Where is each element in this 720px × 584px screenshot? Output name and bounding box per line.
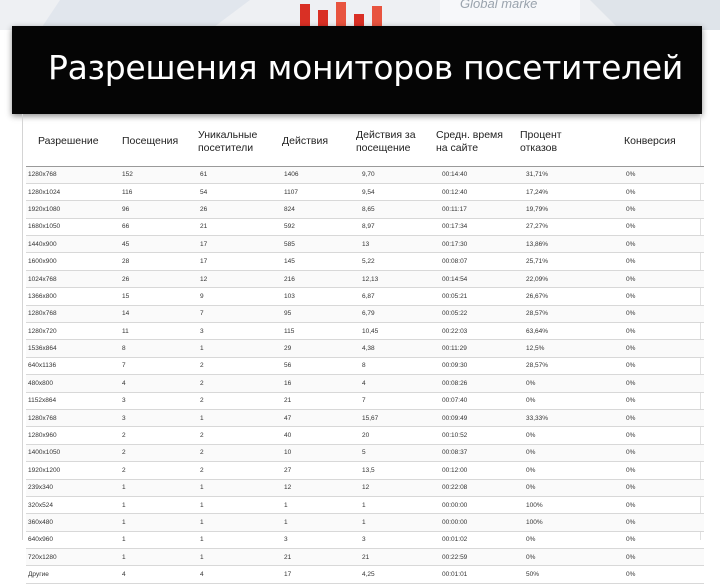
table-row bbox=[26, 305, 704, 322]
conversion-cell: 0% bbox=[594, 375, 704, 392]
table-row bbox=[26, 270, 704, 287]
actions-cell: 3 bbox=[266, 531, 344, 548]
actions-per-visit-cell: 8,65 bbox=[344, 201, 424, 218]
unique-visitors-cell: 2 bbox=[182, 375, 266, 392]
conversion-cell: 0% bbox=[594, 531, 704, 548]
conversion-cell: 0% bbox=[594, 409, 704, 426]
bounce-rate-cell: 0% bbox=[508, 462, 594, 479]
actions-cell: 1406 bbox=[266, 166, 344, 183]
actions-cell: 95 bbox=[266, 305, 344, 322]
table-row bbox=[26, 357, 704, 374]
table-row bbox=[26, 514, 704, 531]
unique-visitors-cell: 9 bbox=[182, 288, 266, 305]
avg-time-cell: 00:05:21 bbox=[424, 288, 508, 305]
visits-cell: 96 bbox=[104, 201, 182, 218]
actions-per-visit-cell: 12 bbox=[344, 479, 424, 496]
unique-visitors-cell: 17 bbox=[182, 253, 266, 270]
visits-cell: 2 bbox=[104, 427, 182, 444]
divider bbox=[22, 114, 23, 540]
bounce-rate-cell: 50% bbox=[508, 566, 594, 583]
actions-per-visit-cell: 15,67 bbox=[344, 409, 424, 426]
conversion-cell: 0% bbox=[594, 566, 704, 583]
avg-time-cell: 00:07:40 bbox=[424, 392, 508, 409]
bounce-rate-cell: 13,86% bbox=[508, 236, 594, 253]
conversion-cell: 0% bbox=[594, 357, 704, 374]
bounce-rate-cell: 33,33% bbox=[508, 409, 594, 426]
table-row bbox=[26, 375, 704, 392]
avg-time-cell: 00:22:08 bbox=[424, 479, 508, 496]
conversion-cell: 0% bbox=[594, 305, 704, 322]
visits-cell: 1 bbox=[104, 549, 182, 566]
conversion-cell: 0% bbox=[594, 496, 704, 513]
actions-cell: 1 bbox=[266, 514, 344, 531]
conversion-cell: 0% bbox=[594, 166, 704, 183]
visits-cell: 1 bbox=[104, 496, 182, 513]
table-row bbox=[26, 566, 704, 583]
bounce-rate-cell: 0% bbox=[508, 375, 594, 392]
unique-visitors-cell: 21 bbox=[182, 218, 266, 235]
visits-cell: 11 bbox=[104, 323, 182, 340]
avg-time-cell: 00:17:34 bbox=[424, 218, 508, 235]
column-header-avg-time: Средн. время на сайте bbox=[424, 118, 508, 166]
actions-cell: 145 bbox=[266, 253, 344, 270]
actions-cell: 17 bbox=[266, 566, 344, 583]
resolution-cell: 1920x1080 bbox=[26, 201, 104, 218]
table-body bbox=[26, 166, 704, 583]
actions-per-visit-cell: 1 bbox=[344, 496, 424, 513]
conversion-cell: 0% bbox=[594, 340, 704, 357]
visits-cell: 1 bbox=[104, 479, 182, 496]
avg-time-cell: 00:01:01 bbox=[424, 566, 508, 583]
avg-time-cell: 00:08:07 bbox=[424, 253, 508, 270]
unique-visitors-cell: 3 bbox=[182, 323, 266, 340]
column-header-actions-per-visit: Действия за посещение bbox=[344, 118, 424, 166]
actions-cell: 1 bbox=[266, 496, 344, 513]
table-row bbox=[26, 236, 704, 253]
conversion-cell: 0% bbox=[594, 392, 704, 409]
watermark-text: Global marke bbox=[460, 0, 538, 11]
conversion-cell: 0% bbox=[594, 462, 704, 479]
table-row bbox=[26, 496, 704, 513]
actions-per-visit-cell: 6,87 bbox=[344, 288, 424, 305]
bounce-rate-cell: 0% bbox=[508, 549, 594, 566]
visits-cell: 1 bbox=[104, 514, 182, 531]
conversion-cell: 0% bbox=[594, 270, 704, 287]
avg-time-cell: 00:14:54 bbox=[424, 270, 508, 287]
table-header bbox=[26, 118, 704, 166]
conversion-cell: 0% bbox=[594, 427, 704, 444]
resolution-cell: 320x524 bbox=[26, 496, 104, 513]
bounce-rate-cell: 31,71% bbox=[508, 166, 594, 183]
resolution-cell: 1366x800 bbox=[26, 288, 104, 305]
actions-per-visit-cell: 8 bbox=[344, 357, 424, 374]
column-header-visits: Посещения bbox=[104, 118, 182, 166]
actions-cell: 29 bbox=[266, 340, 344, 357]
unique-visitors-cell: 12 bbox=[182, 270, 266, 287]
bounce-rate-cell: 19,79% bbox=[508, 201, 594, 218]
actions-per-visit-cell: 3 bbox=[344, 531, 424, 548]
bounce-rate-cell: 0% bbox=[508, 531, 594, 548]
actions-cell: 12 bbox=[266, 479, 344, 496]
actions-cell: 10 bbox=[266, 444, 344, 461]
actions-cell: 56 bbox=[266, 357, 344, 374]
actions-per-visit-cell: 13,5 bbox=[344, 462, 424, 479]
actions-per-visit-cell: 1 bbox=[344, 514, 424, 531]
visits-cell: 14 bbox=[104, 305, 182, 322]
table-row bbox=[26, 444, 704, 461]
visits-cell: 66 bbox=[104, 218, 182, 235]
avg-time-cell: 00:17:30 bbox=[424, 236, 508, 253]
unique-visitors-cell: 1 bbox=[182, 514, 266, 531]
visits-cell: 8 bbox=[104, 340, 182, 357]
table-row bbox=[26, 462, 704, 479]
conversion-cell: 0% bbox=[594, 323, 704, 340]
actions-per-visit-cell: 5,22 bbox=[344, 253, 424, 270]
actions-cell: 592 bbox=[266, 218, 344, 235]
unique-visitors-cell: 1 bbox=[182, 496, 266, 513]
actions-cell: 103 bbox=[266, 288, 344, 305]
conversion-cell: 0% bbox=[594, 183, 704, 200]
actions-per-visit-cell: 20 bbox=[344, 427, 424, 444]
unique-visitors-cell: 7 bbox=[182, 305, 266, 322]
resolution-cell: 1280x768 bbox=[26, 166, 104, 183]
table-row bbox=[26, 201, 704, 218]
avg-time-cell: 00:14:40 bbox=[424, 166, 508, 183]
actions-per-visit-cell: 9,70 bbox=[344, 166, 424, 183]
resolution-cell: Другие bbox=[26, 566, 104, 583]
actions-per-visit-cell: 8,97 bbox=[344, 218, 424, 235]
table-row bbox=[26, 166, 704, 183]
actions-cell: 47 bbox=[266, 409, 344, 426]
resolution-cell: 1280x768 bbox=[26, 409, 104, 426]
actions-per-visit-cell: 21 bbox=[344, 549, 424, 566]
unique-visitors-cell: 2 bbox=[182, 357, 266, 374]
resolution-cell: 1680x1050 bbox=[26, 218, 104, 235]
actions-per-visit-cell: 7 bbox=[344, 392, 424, 409]
visits-cell: 26 bbox=[104, 270, 182, 287]
bounce-rate-cell: 0% bbox=[508, 392, 594, 409]
visits-cell: 45 bbox=[104, 236, 182, 253]
conversion-cell: 0% bbox=[594, 444, 704, 461]
avg-time-cell: 00:00:00 bbox=[424, 514, 508, 531]
avg-time-cell: 00:22:59 bbox=[424, 549, 508, 566]
actions-per-visit-cell: 4,25 bbox=[344, 566, 424, 583]
bounce-rate-cell: 0% bbox=[508, 427, 594, 444]
table-row bbox=[26, 479, 704, 496]
column-header-unique-visitors: Уникальные посетители bbox=[182, 118, 266, 166]
conversion-cell: 0% bbox=[594, 549, 704, 566]
actions-cell: 115 bbox=[266, 323, 344, 340]
visitor-resolution-table bbox=[26, 118, 704, 584]
resolution-cell: 1536x864 bbox=[26, 340, 104, 357]
avg-time-cell: 00:05:22 bbox=[424, 305, 508, 322]
visits-cell: 1 bbox=[104, 531, 182, 548]
table-row bbox=[26, 288, 704, 305]
unique-visitors-cell: 2 bbox=[182, 427, 266, 444]
visits-cell: 4 bbox=[104, 375, 182, 392]
actions-cell: 216 bbox=[266, 270, 344, 287]
actions-per-visit-cell: 6,79 bbox=[344, 305, 424, 322]
table-row bbox=[26, 549, 704, 566]
actions-cell: 21 bbox=[266, 392, 344, 409]
actions-cell: 824 bbox=[266, 201, 344, 218]
visits-cell: 3 bbox=[104, 392, 182, 409]
unique-visitors-cell: 1 bbox=[182, 409, 266, 426]
column-header-bounce-rate: Процент отказов bbox=[508, 118, 594, 166]
table-row bbox=[26, 340, 704, 357]
avg-time-cell: 00:10:52 bbox=[424, 427, 508, 444]
visits-cell: 15 bbox=[104, 288, 182, 305]
conversion-cell: 0% bbox=[594, 253, 704, 270]
resolution-cell: 640x1136 bbox=[26, 357, 104, 374]
actions-per-visit-cell: 9,54 bbox=[344, 183, 424, 200]
bounce-rate-cell: 22,09% bbox=[508, 270, 594, 287]
actions-cell: 16 bbox=[266, 375, 344, 392]
bounce-rate-cell: 0% bbox=[508, 444, 594, 461]
unique-visitors-cell: 1 bbox=[182, 531, 266, 548]
bounce-rate-cell: 100% bbox=[508, 496, 594, 513]
table-row bbox=[26, 392, 704, 409]
conversion-cell: 0% bbox=[594, 514, 704, 531]
resolution-cell: 1920x1200 bbox=[26, 462, 104, 479]
actions-cell: 1107 bbox=[266, 183, 344, 200]
bounce-rate-cell: 0% bbox=[508, 479, 594, 496]
table-row bbox=[26, 253, 704, 270]
bounce-rate-cell: 17,24% bbox=[508, 183, 594, 200]
bounce-rate-cell: 28,57% bbox=[508, 305, 594, 322]
unique-visitors-cell: 1 bbox=[182, 479, 266, 496]
resolution-cell: 1600x900 bbox=[26, 253, 104, 270]
resolution-cell: 1280x720 bbox=[26, 323, 104, 340]
page-title: Разрешения мониторов посетителей bbox=[48, 48, 684, 87]
visits-cell: 28 bbox=[104, 253, 182, 270]
resolution-cell: 640x960 bbox=[26, 531, 104, 548]
actions-cell: 585 bbox=[266, 236, 344, 253]
unique-visitors-cell: 4 bbox=[182, 566, 266, 583]
actions-per-visit-cell: 5 bbox=[344, 444, 424, 461]
visits-cell: 4 bbox=[104, 566, 182, 583]
actions-cell: 27 bbox=[266, 462, 344, 479]
bounce-rate-cell: 100% bbox=[508, 514, 594, 531]
unique-visitors-cell: 2 bbox=[182, 444, 266, 461]
bounce-rate-cell: 12,5% bbox=[508, 340, 594, 357]
unique-visitors-cell: 17 bbox=[182, 236, 266, 253]
actions-cell: 21 bbox=[266, 549, 344, 566]
conversion-cell: 0% bbox=[594, 288, 704, 305]
avg-time-cell: 00:11:29 bbox=[424, 340, 508, 357]
avg-time-cell: 00:01:02 bbox=[424, 531, 508, 548]
unique-visitors-cell: 2 bbox=[182, 462, 266, 479]
column-header-actions: Действия bbox=[266, 118, 344, 166]
visits-cell: 2 bbox=[104, 444, 182, 461]
resolution-cell: 480x800 bbox=[26, 375, 104, 392]
unique-visitors-cell: 26 bbox=[182, 201, 266, 218]
actions-per-visit-cell: 12,13 bbox=[344, 270, 424, 287]
table-row bbox=[26, 531, 704, 548]
actions-per-visit-cell: 10,45 bbox=[344, 323, 424, 340]
unique-visitors-cell: 2 bbox=[182, 392, 266, 409]
column-header-conversion: Конверсия bbox=[594, 118, 704, 166]
avg-time-cell: 00:00:00 bbox=[424, 496, 508, 513]
resolution-cell: 1400x1050 bbox=[26, 444, 104, 461]
actions-cell: 40 bbox=[266, 427, 344, 444]
visits-cell: 152 bbox=[104, 166, 182, 183]
avg-time-cell: 00:22:03 bbox=[424, 323, 508, 340]
bounce-rate-cell: 63,64% bbox=[508, 323, 594, 340]
resolution-cell: 1152x864 bbox=[26, 392, 104, 409]
visits-cell: 7 bbox=[104, 357, 182, 374]
actions-per-visit-cell: 4 bbox=[344, 375, 424, 392]
resolution-cell: 1024x768 bbox=[26, 270, 104, 287]
resolution-cell: 1280x768 bbox=[26, 305, 104, 322]
table-row bbox=[26, 183, 704, 200]
table-row bbox=[26, 218, 704, 235]
avg-time-cell: 00:09:49 bbox=[424, 409, 508, 426]
visits-cell: 2 bbox=[104, 462, 182, 479]
avg-time-cell: 00:11:17 bbox=[424, 201, 508, 218]
avg-time-cell: 00:08:26 bbox=[424, 375, 508, 392]
actions-per-visit-cell: 13 bbox=[344, 236, 424, 253]
table-header-row bbox=[26, 118, 704, 166]
unique-visitors-cell: 54 bbox=[182, 183, 266, 200]
avg-time-cell: 00:12:40 bbox=[424, 183, 508, 200]
resolution-cell: 1280x1024 bbox=[26, 183, 104, 200]
resolution-cell: 1280x960 bbox=[26, 427, 104, 444]
unique-visitors-cell: 1 bbox=[182, 549, 266, 566]
resolution-cell: 239x340 bbox=[26, 479, 104, 496]
conversion-cell: 0% bbox=[594, 479, 704, 496]
bounce-rate-cell: 27,27% bbox=[508, 218, 594, 235]
avg-time-cell: 00:12:00 bbox=[424, 462, 508, 479]
unique-visitors-cell: 61 bbox=[182, 166, 266, 183]
resolution-cell: 360x480 bbox=[26, 514, 104, 531]
bounce-rate-cell: 26,67% bbox=[508, 288, 594, 305]
conversion-cell: 0% bbox=[594, 201, 704, 218]
column-header-resolution: Разрешение bbox=[26, 118, 104, 166]
table-row bbox=[26, 409, 704, 426]
avg-time-cell: 00:08:37 bbox=[424, 444, 508, 461]
visits-cell: 116 bbox=[104, 183, 182, 200]
actions-per-visit-cell: 4,38 bbox=[344, 340, 424, 357]
avg-time-cell: 00:09:30 bbox=[424, 357, 508, 374]
unique-visitors-cell: 1 bbox=[182, 340, 266, 357]
conversion-cell: 0% bbox=[594, 236, 704, 253]
bounce-rate-cell: 28,57% bbox=[508, 357, 594, 374]
resolution-cell: 1440x900 bbox=[26, 236, 104, 253]
table-row bbox=[26, 427, 704, 444]
visits-cell: 3 bbox=[104, 409, 182, 426]
resolution-cell: 720x1280 bbox=[26, 549, 104, 566]
table-row bbox=[26, 323, 704, 340]
bounce-rate-cell: 25,71% bbox=[508, 253, 594, 270]
conversion-cell: 0% bbox=[594, 218, 704, 235]
